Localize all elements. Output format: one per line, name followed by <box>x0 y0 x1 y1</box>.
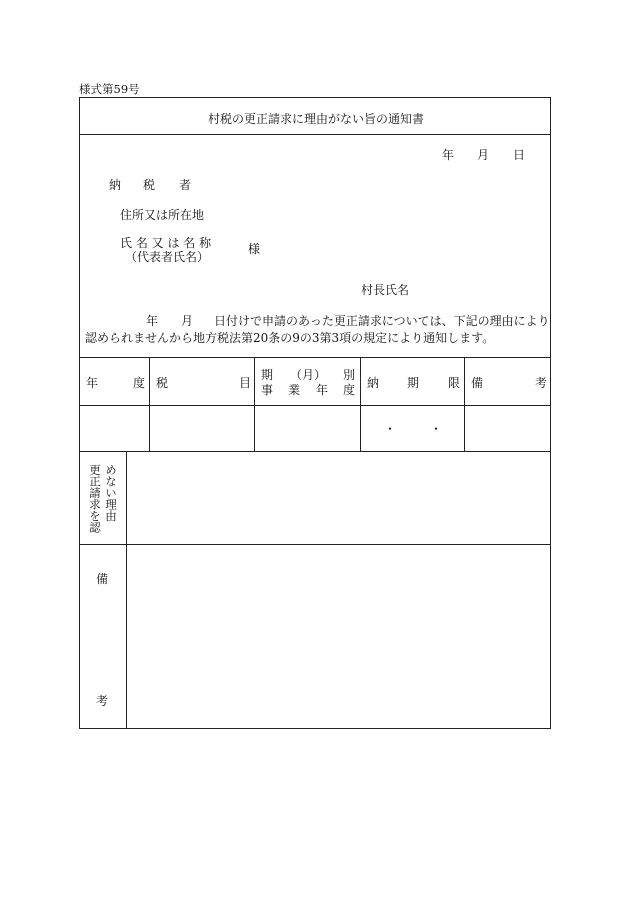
deadline-dot-1: ・ <box>384 422 397 436</box>
date-month: 月 <box>477 148 490 162</box>
form-title: 村税の更正請求に理由がない旨の通知書 <box>207 112 424 126</box>
header-deadline-3: 限 <box>448 376 461 390</box>
header-fiscal-year-2: 度 <box>133 376 146 390</box>
taxpayer-label-2: 税 <box>143 178 156 192</box>
notice-form <box>79 97 551 729</box>
taxpayer-label-3: 者 <box>179 178 192 192</box>
taxpayer-label-1: 納 <box>109 178 122 192</box>
remarks-label-top: 備 <box>96 572 109 586</box>
header-deadline-1: 納 <box>367 376 380 390</box>
mayor-name-label: 村長氏名 <box>361 283 410 297</box>
header-fiscal-year-1: 年 <box>86 376 99 390</box>
date-year: 年 <box>442 148 455 162</box>
header-business-2: 業 <box>288 383 301 397</box>
name-label: 氏 名 又 は 名 称 <box>120 236 212 250</box>
header-remarks-2: 考 <box>535 376 548 390</box>
body-line2: 認められませんから地方税法第20条の9の3第3項の規定により通知します。 <box>85 331 495 345</box>
form-number: 様式第59号 <box>79 82 140 96</box>
address-label: 住所又は所在地 <box>120 208 205 222</box>
header-period-1: 期 <box>261 368 274 382</box>
header-tax-item-1: 税 <box>156 376 169 390</box>
header-business-3: 年 <box>316 383 329 397</box>
header-business-4: 度 <box>343 383 356 397</box>
reason-label-col2: めない理由 <box>104 464 118 522</box>
date-day: 日 <box>513 148 526 162</box>
body-year: 年 <box>146 314 159 328</box>
header-business-1: 事 <box>261 383 274 397</box>
header-deadline-2: 期 <box>407 376 420 390</box>
remarks-label-bottom: 考 <box>96 694 109 708</box>
honorific: 様 <box>248 242 261 256</box>
header-period-3: 別 <box>343 368 356 382</box>
header-period-2: （月） <box>290 368 327 382</box>
deadline-dot-2: ・ <box>430 422 443 436</box>
header-remarks-1: 備 <box>471 376 484 390</box>
body-month: 月 <box>181 314 194 328</box>
reason-label-col1: 更正請求を認 <box>88 464 102 533</box>
header-tax-item-2: 目 <box>239 376 252 390</box>
representative-label: （代表者氏名） <box>125 250 210 264</box>
body-line1: 日付けで申請のあった更正請求については、下記の理由により <box>214 314 550 328</box>
